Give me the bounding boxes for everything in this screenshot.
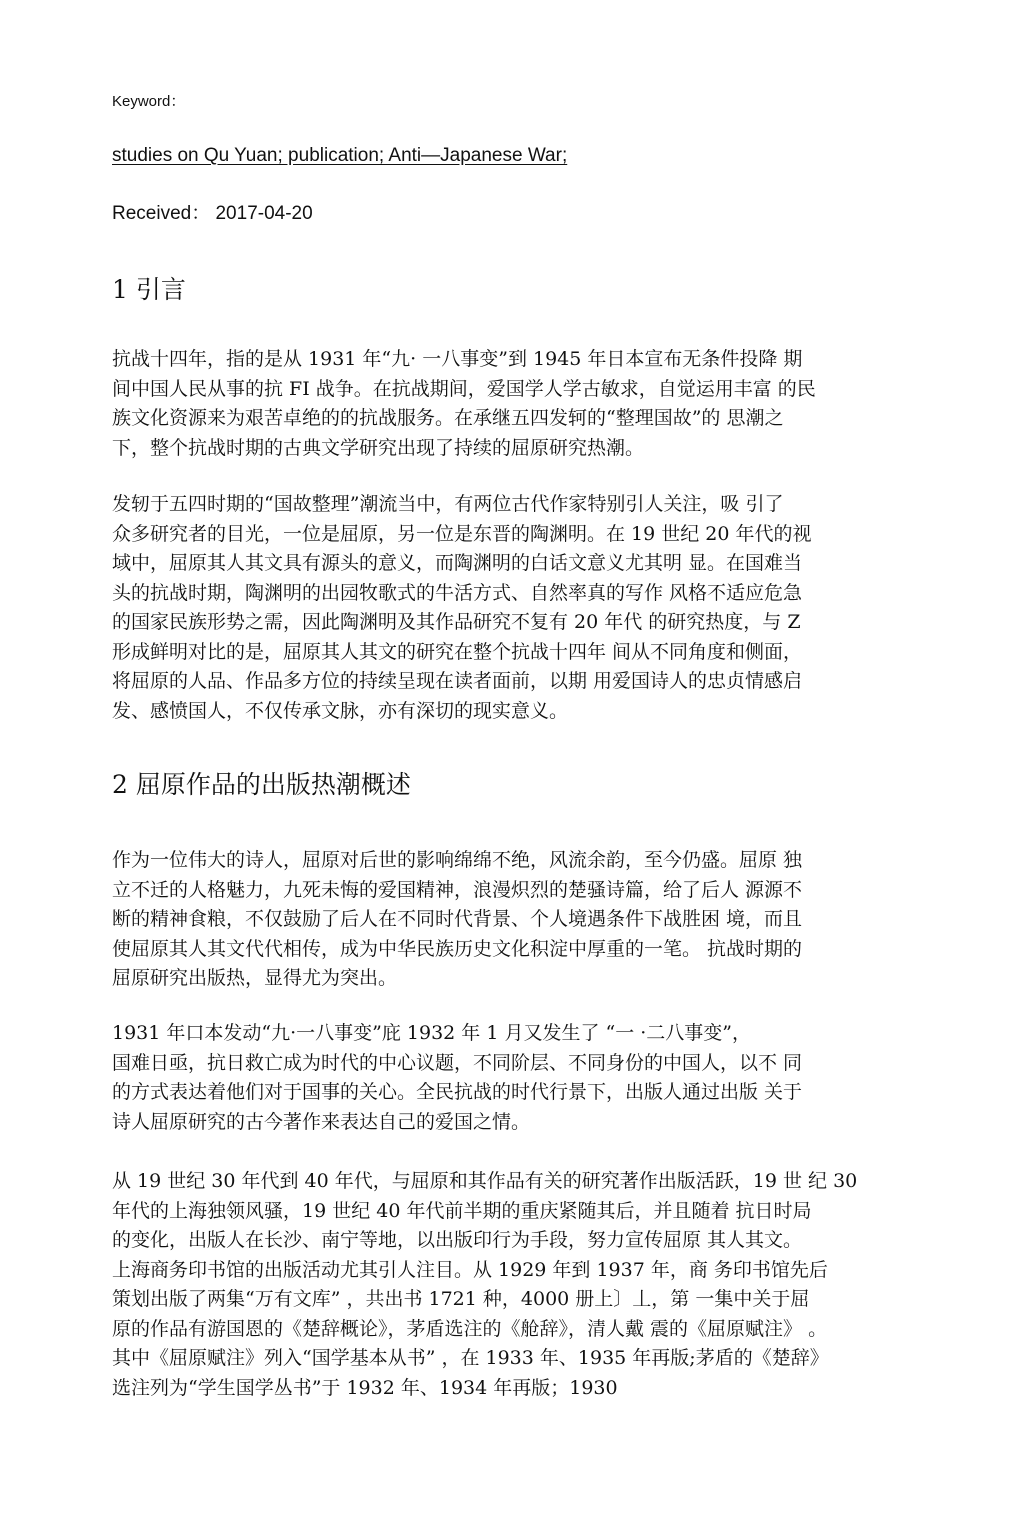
paragraph-line: 选注列为“学生国学丛书”于 1932 年、1934 年再版；1930 bbox=[112, 1376, 618, 1399]
paragraph-line: 作为一位伟大的诗人，屈原对后世的影响绵绵不绝，风流余韵，至今仍盛。屈原 独 bbox=[112, 849, 803, 871]
paragraph-line: 策划出版了两集“万有文库” ，共出书 1721 种，4000 册上〕丄，第 一集中关于屈 bbox=[112, 1288, 810, 1310]
paragraph-line: 断的精神食粮，不仅鼓励了后人在不同时代背景、个人境遇条件下战胜困 境，而且 bbox=[112, 908, 803, 930]
paragraph-line: 诗人屈原研究的古今著作来表达自己的爱国之情。 bbox=[112, 1110, 531, 1133]
paragraph-line: 发、感愤国人，不仅传承文脉，亦有深切的现实意义。 bbox=[112, 699, 569, 722]
section-heading-publication-overview: 2 屈原作品的出版热潮概述 bbox=[112, 770, 411, 799]
paragraph bbox=[112, 1167, 964, 1403]
paragraph-line: 国难日亟，抗日救亡成为时代的中心议题，不同阶层、不同身份的中国人，以不 同 bbox=[112, 1051, 803, 1074]
paragraph-line: 域中，屈原其人其文具有源头的意义，而陶渊明的白话文意义尤其明 显。在国难当 bbox=[112, 552, 803, 574]
paragraph-line: 屈原研究出版热，显得尤为突出。 bbox=[112, 967, 398, 989]
paragraph-line: 从 19 世纪 30 年代到 40 年代，与屈原和其作品有关的研究著作出版活跃，19 世 纪 30 bbox=[112, 1170, 858, 1192]
paragraph-line: 使屈原其人其文代代相传，成为中华民族历史文化积淀中厚重的一笔。 抗战时期的 bbox=[112, 937, 803, 960]
paragraph-line: 抗战十四年，指的是从 1931 年“九· 一八事变”到 1945 年日本宣布无条件投降 期 bbox=[112, 348, 803, 370]
paragraph-line: 间中国人民从事的抗 FI 战争。在抗战期间，爱国学人学古敏求，自觉运用丰富 的民 bbox=[112, 377, 816, 400]
keyword-label: Keyword： bbox=[112, 93, 186, 110]
paragraph-line: 的国家民族形势之需，因此陶渊明及其作品研究不复有 20 年代 的研究热度，与 Z bbox=[112, 611, 801, 633]
received-date: Received： 2017-04-20 bbox=[112, 203, 313, 224]
paragraph bbox=[112, 490, 964, 726]
paragraph-line: 族文化资源来为艰苦卓绝的的抗战服务。在承继五四发轲的“整理国故”的 思潮之 bbox=[112, 407, 784, 429]
paragraph-line: 原的作品有游国恩的《楚辞概论》，茅盾选注的《舱辞》，清人戴 震的《屈原赋注》 。 bbox=[112, 1317, 828, 1340]
paragraph-line: 年代的上海独领风骚，19 世纪 40 年代前半期的重庆紧随其后，并且随着 抗日时局 bbox=[112, 1199, 812, 1222]
paragraph-line: 1931 年口本发动“九·一八事变”庇 1932 年 1 月又发生了 “一 ·二八事变”， bbox=[112, 1022, 752, 1044]
paragraph-line: 下，整个抗战时期的古典文学研究出现了持续的屈原研究热潮。 bbox=[112, 436, 645, 459]
paragraph-line: 其中《屈原赋注》列入“国学基本从书” ，在 1933 年、1935 年再版;茅盾的《楚辞》 bbox=[112, 1347, 829, 1369]
paragraph-line: 将屈原的人品、作品多方位的持续呈现在读者面前，以期 用爱国诗人的忠贞情感启 bbox=[112, 670, 803, 692]
paragraph-line: 的变化，出版人在长沙、南宁等地，以出版印行为手段，努力宣传屈原 其人其文。 bbox=[112, 1229, 803, 1251]
paragraph-line: 发轫于五四时期的“国故整理”潮流当中，有两位古代作家特别引人关注，吸 引了 bbox=[112, 493, 784, 515]
keyword-values: studies on Qu Yuan; publication; Anti—Japanese War; bbox=[112, 145, 568, 166]
paragraph bbox=[112, 1019, 964, 1137]
paragraph-line: 众多研究者的目光，一位是屈原，另一位是东晋的陶渊明。在 19 世纪 20 年代的视 bbox=[112, 522, 812, 545]
paragraph-line: 的方式表达着他们对于国事的关心。全民抗战的时代行景下，出版人通过出版 关于 bbox=[112, 1081, 803, 1103]
paragraph-line: 头的抗战时期，陶渊明的出园牧歌式的牛活方式、自然率真的写作 风格不适应危急 bbox=[112, 581, 803, 604]
paragraph bbox=[112, 345, 964, 463]
paragraph-line: 形成鲜明对比的是，屈原其人其文的研究在整个抗战十四年 间从不同角度和侧面， bbox=[112, 640, 803, 663]
paragraph-line: 上海商务印书馆的出版活动尤其引人注目。从 1929 年到 1937 年，商 务印书馆先后 bbox=[112, 1258, 828, 1281]
paragraph-line: 立不迁的人格魅力，九死未悔的爱国精神，浪漫炽烈的楚骚诗篇，给了后人 源源不 bbox=[112, 878, 803, 901]
section-heading-introduction: 1 引言 bbox=[112, 275, 186, 304]
paragraph bbox=[112, 846, 964, 994]
